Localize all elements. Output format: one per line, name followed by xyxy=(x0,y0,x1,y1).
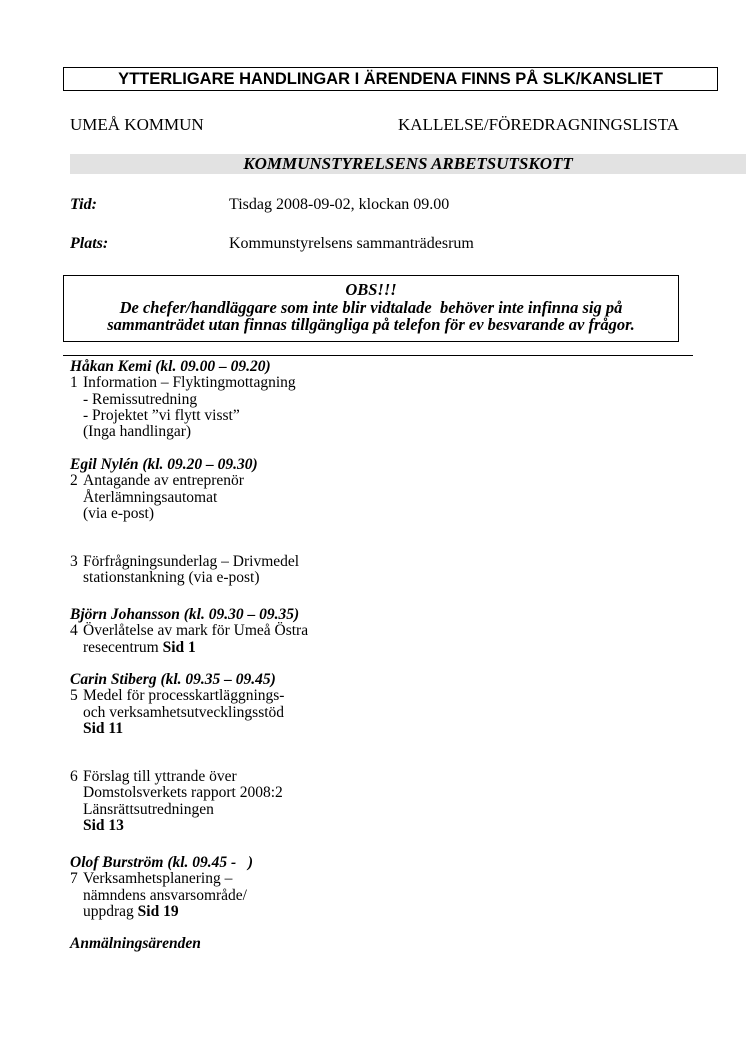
agenda-item xyxy=(70,871,490,920)
item-line: Information – Flyktingmottagning xyxy=(83,374,296,392)
item-line: (via e-post) xyxy=(83,504,155,522)
announcements-heading: Anmälningsärenden xyxy=(70,935,201,952)
item-line: (Inga handlingar) xyxy=(83,423,192,440)
page-ref: Sid 11 xyxy=(83,719,124,737)
item-number: 4 xyxy=(70,622,78,640)
item-line: stationstankning (via e-post) xyxy=(83,569,260,587)
presenter-heading: Egil Nylén (kl. 09.20 – 09.30) xyxy=(70,456,258,473)
obs-line: sammanträdet utan finnas tillgängliga på telefon för ev besvarande av frågor. xyxy=(107,315,635,334)
item-number: 7 xyxy=(70,870,78,888)
place-label: Plats: xyxy=(70,235,109,252)
item-line: Verksamhetsplanering – xyxy=(83,870,233,888)
divider-rule xyxy=(63,355,693,356)
item-number: 2 xyxy=(70,472,78,490)
item-line: Domstolsverkets rapport 2008:2 xyxy=(83,784,283,802)
item-line: Återlämningsautomat xyxy=(83,488,218,506)
item-line xyxy=(70,904,490,920)
header-organization: UMEÅ KOMMUN xyxy=(70,115,204,134)
committee-band xyxy=(70,154,746,174)
item-line xyxy=(70,818,490,834)
agenda-item xyxy=(70,623,490,656)
item-line: - Projektet ”vi flytt visst” xyxy=(83,406,240,424)
item-line-text: resecentrum xyxy=(83,638,159,656)
notice-banner: YTTERLIGARE HANDLINGAR I ÄRENDENA FINNS PÅ SLK/KANSLIET xyxy=(63,67,718,91)
obs-line: De chefer/handläggare som inte blir vidtalade behöver inte infinna sig på xyxy=(119,297,623,317)
agenda-item xyxy=(70,473,490,522)
committee-title: KOMMUNSTYRELSENS ARBETSUTSKOTT xyxy=(243,154,573,173)
item-number: 1 xyxy=(70,374,78,392)
item-line: Förfrågningsunderlag – Drivmedel xyxy=(83,553,300,570)
obs-title: OBS!!! xyxy=(345,280,397,299)
agenda-section xyxy=(70,855,490,920)
page-ref: Sid 19 xyxy=(137,902,179,920)
item-line: Medel för processkartläggnings- xyxy=(83,687,285,705)
item-line-text: uppdrag xyxy=(83,902,134,920)
time-value: Tisdag 2008-09-02, klockan 09.00 xyxy=(229,196,450,213)
place-value: Kommunstyrelsens sammanträdesrum xyxy=(229,235,474,252)
item-line: Överlåtelse av mark för Umeå Östra xyxy=(83,622,309,640)
agenda-item xyxy=(70,688,490,737)
item-line: Länsrättsutredningen xyxy=(83,800,214,818)
header-document-type: KALLELSE/FÖREDRAGNINGSLISTA xyxy=(398,115,680,134)
presenter-heading: Carin Stiberg (kl. 09.35 – 09.45) xyxy=(70,671,276,688)
agenda-section xyxy=(70,672,490,834)
item-line xyxy=(70,640,490,656)
obs-notice-box xyxy=(63,275,679,342)
agenda-section xyxy=(70,457,490,587)
item-line: Antagande av entreprenör xyxy=(83,472,244,490)
item-number: 5 xyxy=(70,687,78,705)
item-line: nämndens ansvarsområde/ xyxy=(83,886,247,904)
item-line: - Remissutredning xyxy=(83,390,198,408)
agenda-section xyxy=(70,359,490,440)
presenter-heading: Olof Burström (kl. 09.45 - ) xyxy=(70,854,253,871)
agenda-section xyxy=(70,607,490,656)
time-label: Tid: xyxy=(70,196,97,213)
presenter-heading: Håkan Kemi (kl. 09.00 – 09.20) xyxy=(70,358,271,375)
presenter-heading: Björn Johansson (kl. 09.30 – 09.35) xyxy=(70,606,300,623)
item-line: och verksamhetsutvecklingsstöd xyxy=(83,703,285,721)
page-ref: Sid 13 xyxy=(83,816,124,834)
page-ref: Sid 1 xyxy=(162,638,196,656)
agenda-item xyxy=(70,769,490,834)
item-line: Förslag till yttrande över xyxy=(83,768,237,785)
item-number: 3 xyxy=(70,553,78,570)
agenda-item xyxy=(70,554,490,587)
item-line xyxy=(70,721,490,737)
item-number: 6 xyxy=(70,768,78,785)
agenda-item xyxy=(70,375,490,440)
